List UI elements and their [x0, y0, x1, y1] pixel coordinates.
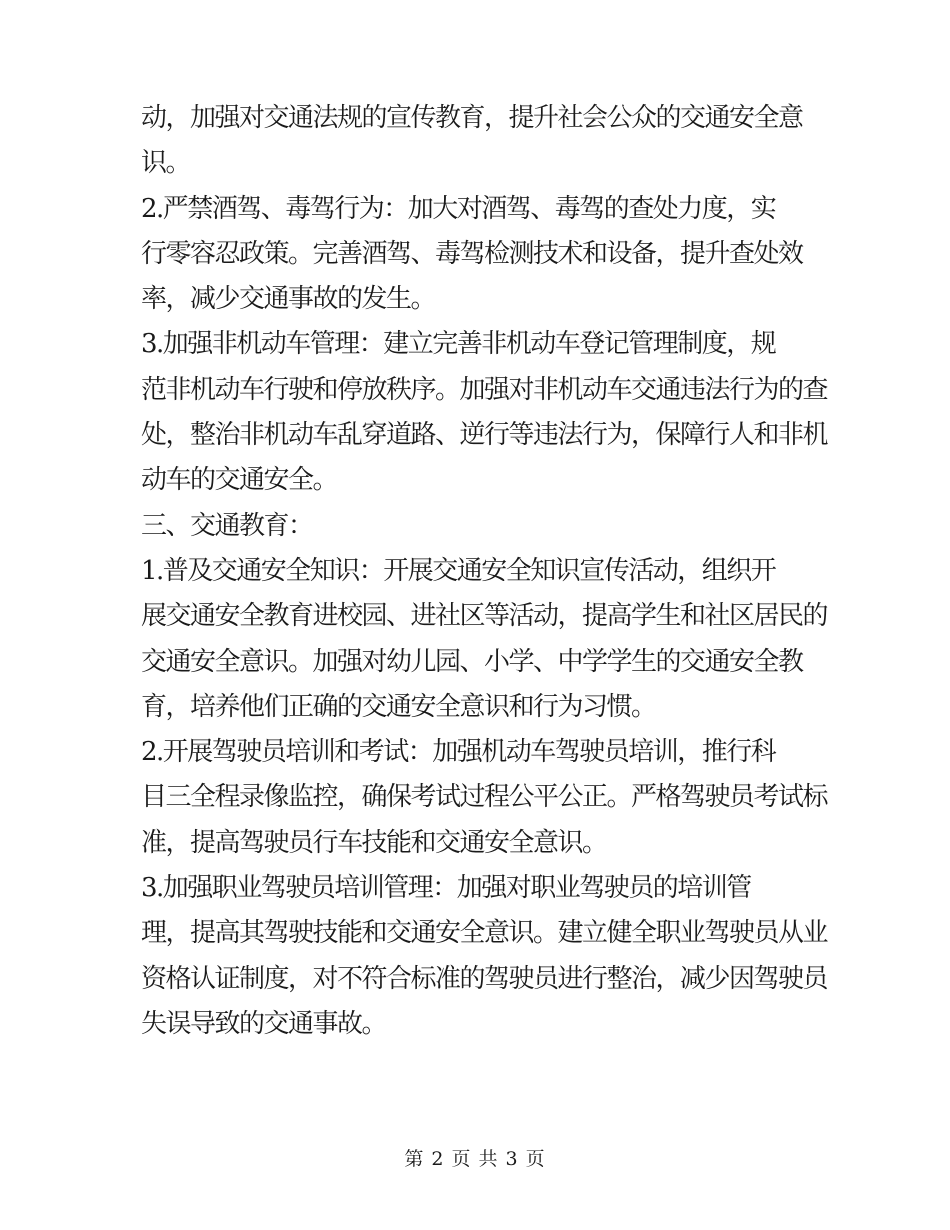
- text-line: 动车的交通安全。: [141, 465, 338, 496]
- text-line: 2.开展驾驶员培训和考试：加强机动车驾驶员培训，推行科: [141, 737, 776, 768]
- text-line: 3.加强非机动车管理：建立完善非机动车登记管理制度，规: [141, 329, 776, 360]
- text-line: 展交通安全教育进校园、进社区等活动，提高学生和社区居民的: [141, 601, 828, 632]
- text-line: 交通安全意识。加强对幼儿园、小学、中学学生的交通安全教: [141, 646, 803, 677]
- text-line: 资格认证制度，对不符合标准的驾驶员进行整治，减少因驾驶员: [141, 963, 828, 994]
- text-line: 范非机动车行驶和停放秩序。加强对非机动车交通违法行为的查: [141, 374, 828, 405]
- text-line: 准，提高驾驶员行车技能和交通安全意识。: [141, 827, 607, 858]
- text-line: 1.普及交通安全知识：开展交通安全知识宣传活动，组织开: [141, 555, 776, 586]
- text-line: 失误导致的交通事故。: [141, 1008, 387, 1039]
- text-line: 目三全程录像监控，确保考试过程公平公正。严格驾驶员考试标: [141, 782, 828, 813]
- text-line: 处，整治非机动车乱穿道路、逆行等违法行为，保障行人和非机: [141, 420, 828, 451]
- text-line: 3.加强职业驾驶员培训管理：加强对职业驾驶员的培训管: [141, 873, 751, 904]
- text-line: 率，减少交通事故的发生。: [141, 284, 436, 315]
- page-number-footer: 第 2 页 共 3 页: [404, 1148, 546, 1170]
- text-line: 识。: [141, 148, 191, 179]
- section-heading: 三、交通教育：: [141, 510, 313, 541]
- text-line: 育，培养他们正确的交通安全意识和行为习惯。: [141, 691, 656, 722]
- text-line: 行零容忍政策。完善酒驾、毒驾检测技术和设备，提升查处效: [141, 238, 803, 269]
- document-body: [141, 96, 828, 1047]
- text-line: 理，提高其驾驶技能和交通安全意识。建立健全职业驾驶员从业: [141, 918, 828, 949]
- text-line: 2.严禁酒驾、毒驾行为：加大对酒驾、毒驾的查处力度，实: [141, 193, 776, 224]
- text-line: 动，加强对交通法规的宣传教育，提升社会公众的交通安全意: [141, 103, 803, 133]
